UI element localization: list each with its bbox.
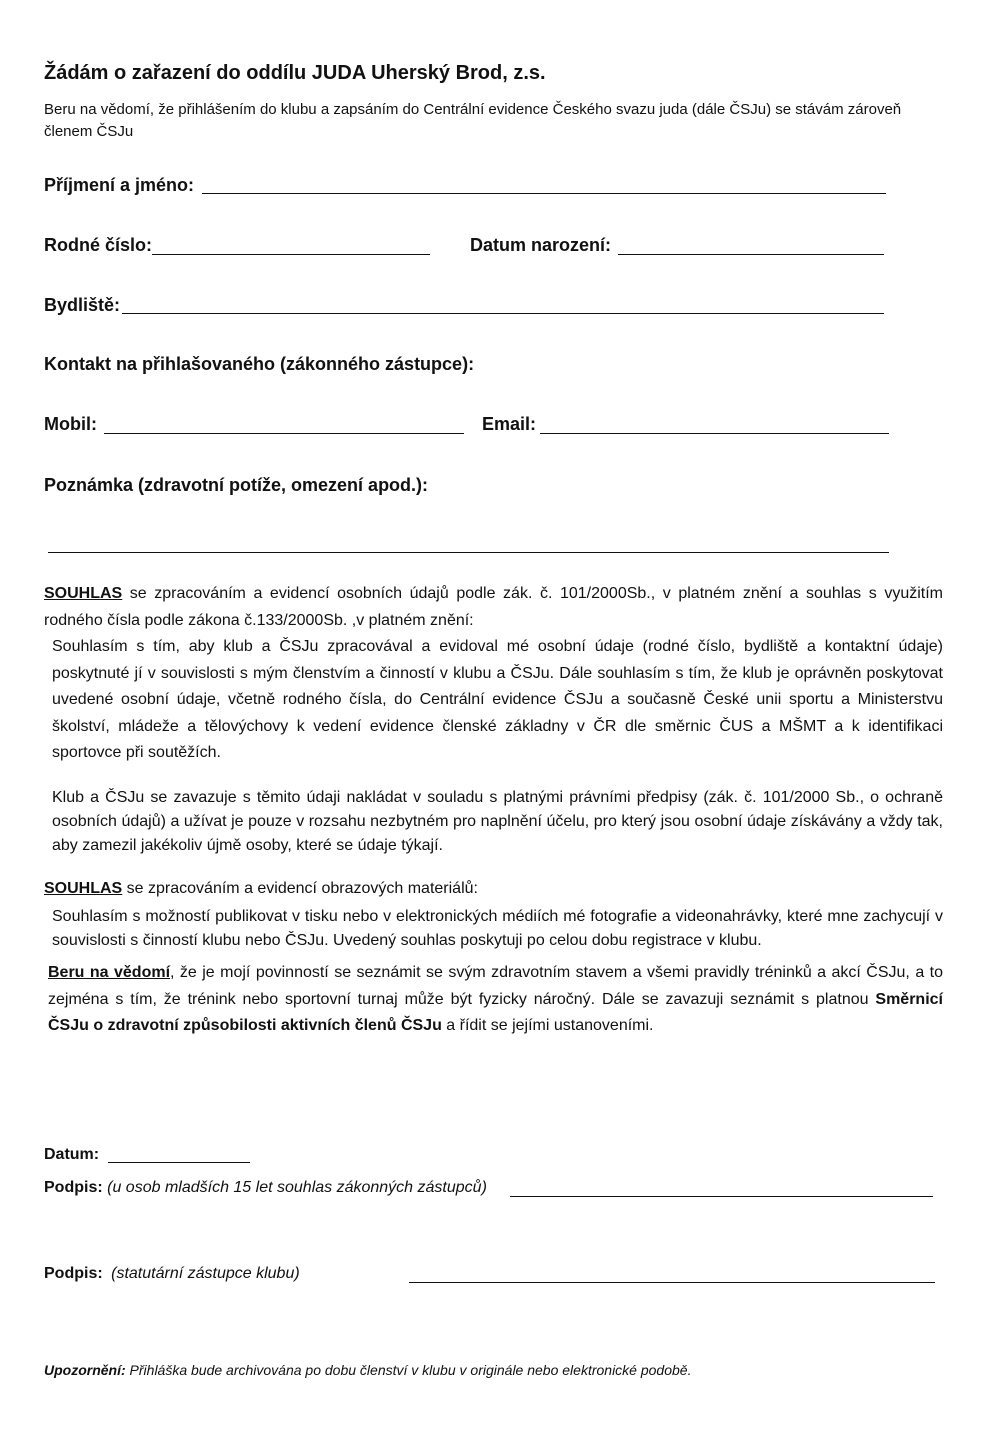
residence-field[interactable] <box>122 313 884 314</box>
signature-minor-label: Podpis: <box>44 1179 103 1196</box>
date-label: Datum: <box>44 1146 100 1163</box>
email-label: Email: <box>482 414 537 434</box>
birth-number-label: Rodné číslo: <box>44 235 153 255</box>
name-field[interactable] <box>202 193 886 194</box>
email-field[interactable] <box>540 433 889 434</box>
consent-images-heading-block <box>44 877 943 901</box>
birth-date-field[interactable] <box>618 254 884 255</box>
intro-text: Beru na vědomí, že přihlášením do klubu a zapsáním do Centrální evidence Českého svazu juda (dále ČSJu) se stávám zároveň členem ČSJu <box>44 101 902 140</box>
footer-notice <box>44 1362 691 1378</box>
birth-date-label: Datum narození: <box>470 235 612 255</box>
form-title: Žádám o zařazení do oddílu JUDA Uherský Brod, z.s. <box>44 62 546 84</box>
consent-personal-heading-block <box>44 581 943 634</box>
signature-club-label: Podpis: <box>44 1265 103 1282</box>
signature-club-note: (statutární zástupce klubu) <box>111 1265 300 1282</box>
signature-minor-row <box>44 1179 487 1197</box>
consent-images-heading: SOUHLAS <box>44 880 123 897</box>
acknowledgement-heading: Beru na vědomí <box>48 964 171 981</box>
contact-heading: Kontakt na přihlašovaného (zákonného zástupce): <box>44 354 475 374</box>
name-label: Příjmení a jméno: <box>44 175 195 195</box>
signature-minor-note: (u osob mladších 15 let souhlas zákonných zástupců) <box>107 1179 487 1196</box>
date-field[interactable] <box>108 1162 250 1163</box>
signature-club-row <box>44 1265 300 1283</box>
consent-personal-heading-rest: se zpracováním a evidencí osobních údajů podle zák. č. 101/2000Sb., v platném znění a souhlas s využitím rodného čísla podle zákona č.133/2000Sb. ,v platném znění: <box>44 585 943 629</box>
acknowledgement-text-1: , že je mojí povinností se seznámit se svým zdravotním stavem a všemi pravidly tréninků a akcí ČSJu, a to zejména s tím, že trénink nebo sportovní turnaj může být fyzicky náročný. Dále se zavazuji seznámit s platnou <box>48 964 944 1008</box>
note-label: Poznámka (zdravotní potíže, omezení apod.): <box>44 475 429 495</box>
consent-images-heading-rest: se zpracováním a evidencí obrazových materiálů: <box>122 880 478 897</box>
footer-text: Přihláška bude archivována po dobu členství v klubu v originále nebo elektronické podobě. <box>125 1362 692 1378</box>
mobile-field[interactable] <box>104 433 464 434</box>
signature-club-field[interactable] <box>409 1282 935 1283</box>
residence-label: Bydliště: <box>44 295 121 315</box>
footer-label: Upozornění: <box>44 1362 126 1378</box>
mobile-label: Mobil: <box>44 414 97 434</box>
note-field[interactable] <box>48 552 889 553</box>
consent-personal-body: Souhlasím s tím, aby klub a ČSJu zpracovával a evidoval mé osobní údaje (rodné číslo, bydliště a kontaktní údaje) poskytnuté jí v souvislosti s mým členstvím a činností v klubu a ČSJu. Dále souhlasím s tím, že klub je oprávněn poskytovat uvedené osobní údaje, včetně rodného čísla, do Centrální evidence ČSJu a současně České unii sportu a Ministerstvu školství, mládeže a tělovýchovy k vedení evidence členské základny v ČR dle směrnic ČUS a MŠMT a k identifikaci sportovce při soutěžích. <box>52 638 943 761</box>
club-commitment-text: Klub a ČSJu se zavazuje s těmito údaji nakládat v souladu s platnými právními předpisy (zák. č. 101/2000 Sb., o ochraně osobních údajů) a užívat je pouze v rozsahu nezbytném pro naplnění účelu, pro který jsou osobní údaje získávány a vždy tak, aby zamezil jakékoliv újmě osoby, které se údaje týkají. <box>52 789 943 854</box>
health-directive-ref: Směrnicí ČSJu o zdravotní způsobilosti aktivních členů ČSJu <box>48 990 943 1034</box>
acknowledgement-block <box>48 960 943 1040</box>
birth-number-field[interactable] <box>152 254 430 255</box>
consent-images-body: Souhlasím s možností publikovat v tisku nebo v elektronických médiích mé fotografie a videonahrávky, které mne zachycují v souvislosti s činností klubu nebo ČSJu. Uvedený souhlas poskytuji po celou dobu registrace v klubu. <box>52 908 943 949</box>
acknowledgement-text-2: a řídit se jejími ustanoveními. <box>441 1017 654 1034</box>
consent-personal-heading: SOUHLAS <box>44 585 123 602</box>
signature-minor-field[interactable] <box>510 1196 933 1197</box>
